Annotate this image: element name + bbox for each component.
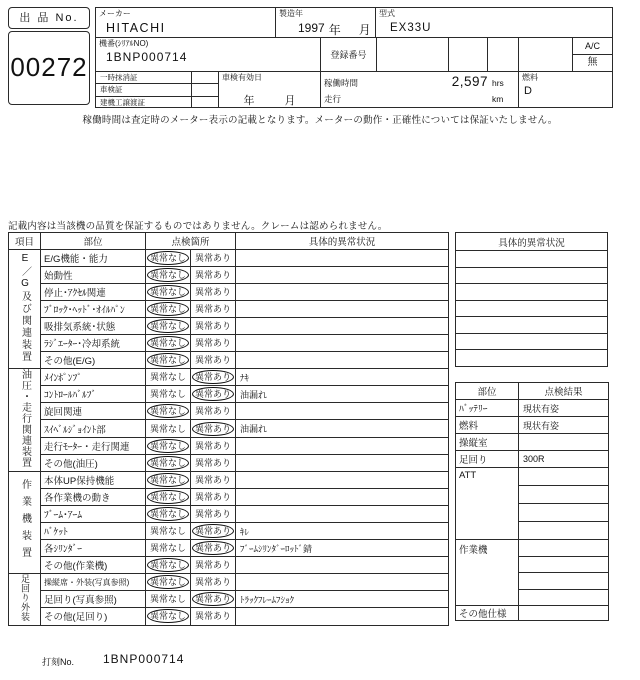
abnormal-none-cell: [146, 454, 191, 471]
remark-cell: [236, 318, 449, 335]
check-result: [519, 540, 609, 557]
mileage-label: 走行: [324, 93, 342, 104]
abnormal-none-cell: [146, 608, 191, 625]
serial-cell: [95, 37, 321, 72]
check-result: 現状有姿: [519, 400, 609, 417]
abnormal-none-option: 異常なし: [147, 558, 189, 572]
registration-no-label: 登録番号: [330, 50, 367, 60]
abnormal-detail-cell: [456, 267, 608, 284]
year-suffix: 年: [328, 23, 341, 37]
abnormal-detail-cell: [456, 251, 608, 268]
abnormal-none-option: 異常なし: [147, 285, 189, 299]
inspection-row: [9, 352, 449, 369]
abnormal-yes-option: 異常あり: [195, 253, 232, 263]
abnormal-none-cell: [146, 267, 191, 284]
check-result: [519, 504, 609, 522]
certificate-label: 建機工譲渡証: [100, 97, 145, 107]
certificate-label: 車検証: [100, 85, 123, 95]
inspection-row: [9, 540, 449, 557]
ac-cell: [572, 37, 613, 72]
col-header-point: 点検箇所: [146, 233, 236, 250]
abnormal-detail-empty-row: [456, 317, 608, 334]
abnormal-none-cell: [146, 557, 191, 574]
abnormal-detail-cell: [456, 317, 608, 334]
abnormal-detail-empty-row: [456, 333, 608, 350]
remark-cell: [236, 250, 449, 267]
abnormal-none-option: 異常なし: [147, 319, 189, 333]
model-value: EX33U: [390, 22, 432, 34]
part-label: ﾊﾞｹｯﾄ: [41, 523, 146, 540]
inspection-header-row: [9, 233, 449, 250]
inspection-row: [9, 318, 449, 335]
certificate-row: [96, 72, 218, 84]
abnormal-yes-option: 異常あり: [195, 611, 232, 622]
abnormal-none-option: 異常なし: [149, 543, 186, 553]
col-header-item: 項目: [9, 233, 41, 250]
group-cell-work-equipment: [9, 472, 41, 574]
abnormal-yes-option: 異常あり: [195, 304, 232, 314]
inspection-row: [9, 574, 449, 591]
remark-cell: ｷﾚ: [236, 523, 449, 540]
abnormal-none-cell: [146, 284, 191, 301]
abnormal-yes-cell: [191, 506, 236, 523]
inspection-row: [9, 472, 449, 489]
abnormal-yes-option: 異常あり: [195, 475, 232, 485]
abnormal-detail-empty-row: [456, 284, 608, 301]
remark-cell: [236, 352, 449, 369]
group-cell-undercarriage: [9, 574, 41, 626]
abnormal-detail-cell: [456, 350, 608, 367]
check-result-row: [456, 400, 609, 417]
remark-cell: [236, 557, 449, 574]
month-suffix: 月: [358, 23, 371, 37]
abnormal-yes-option: 異常あり: [195, 492, 232, 502]
part-label: 走行ﾓｰﾀｰ・走行関連: [41, 437, 146, 454]
part-label: 旋回関連: [41, 403, 146, 420]
part-label: 始動性: [41, 267, 146, 284]
abnormal-none-option: 異常なし: [147, 473, 189, 487]
check-part-work-equipment: 作業機: [456, 540, 519, 606]
col-header-detail: 具体的異常状況: [236, 233, 449, 250]
remark-cell: [236, 335, 449, 352]
part-label: ｽｲﾍﾞﾙｼﾞｮｲﾝﾄ部: [41, 420, 146, 437]
abnormal-yes-cell: [191, 284, 236, 301]
part-label: その他(足回り): [41, 608, 146, 625]
abnormal-none-option: 異常なし: [149, 423, 186, 434]
inspection-row: [9, 489, 449, 506]
abnormal-yes-option: 異常あり: [195, 509, 232, 519]
group-label: 作業機装置: [19, 478, 31, 564]
exhibit-no-label-box: [8, 7, 90, 29]
abnormal-none-option: 異常なし: [147, 490, 189, 504]
certificate-value: [191, 84, 218, 95]
abnormal-yes-cell: [191, 386, 236, 403]
abnormal-yes-cell: [191, 335, 236, 352]
abnormal-detail-empty-row: [456, 350, 608, 367]
maker-label: メーカー: [99, 9, 131, 18]
part-label: 操縦席・外装(写真参照): [41, 574, 146, 591]
abnormal-none-cell: [146, 318, 191, 335]
remark-cell: 油漏れ: [236, 386, 449, 403]
abnormal-none-option: 異常なし: [147, 251, 189, 265]
part-label: その他(油圧): [41, 454, 146, 471]
check-result-part-header: 部位: [456, 383, 519, 400]
part-label: ﾒｲﾝﾎﾟﾝﾌﾟ: [41, 369, 146, 386]
check-result: [519, 468, 609, 486]
part-label: ﾌﾞﾛｯｸ･ﾍｯﾄﾞ･ｵｲﾙﾊﾟﾝ: [41, 301, 146, 318]
meter-disclaimer-note: 稼働時間は査定時のメーター表示の記載となります。メーターの動作・正確性については保証いたしません。: [82, 115, 558, 126]
inspection-row: [9, 420, 449, 437]
abnormal-none-cell: [146, 523, 191, 540]
group-label: 足回り外装: [20, 574, 30, 622]
abnormal-none-cell: [146, 540, 191, 557]
certificate-row: [96, 97, 218, 108]
abnormal-yes-option: 異常あり: [192, 387, 234, 401]
part-label: 停止･ｱｸｾﾙ関連: [41, 284, 146, 301]
abnormal-detail-cell: [456, 333, 608, 350]
model-label: 型式: [379, 9, 395, 18]
remark-cell: [236, 472, 449, 489]
abnormal-detail-header: 具体的異常状況: [456, 233, 608, 251]
abnormal-none-option: 異常なし: [149, 389, 186, 400]
abnormal-yes-cell: [191, 608, 236, 625]
manufacture-year-label: 製造年: [279, 9, 303, 18]
part-label: その他(E/G): [41, 352, 146, 369]
serial-label: 機番(ｼﾘｱﾙNO): [99, 39, 149, 48]
remark-cell: [236, 267, 449, 284]
abnormal-none-cell: [146, 437, 191, 454]
exhibit-no-value-box: [8, 31, 90, 105]
certificate-label: 一時抹消証: [100, 73, 138, 82]
abnormal-yes-option: 異常あり: [192, 422, 234, 436]
part-label: 吸排気系統･状態: [41, 318, 146, 335]
operating-hours-label: 稼働時間: [324, 78, 359, 88]
abnormal-none-option: 異常なし: [147, 575, 189, 589]
abnormal-detail-empty-row: [456, 300, 608, 317]
part-label: ﾗｼﾞｴｰﾀｰ･冷却系統: [41, 335, 146, 352]
abnormal-detail-header-row: [456, 233, 608, 251]
check-result-row: [456, 606, 609, 621]
registration-empty-cell-1: [376, 37, 449, 72]
fuel-value: D: [524, 85, 532, 97]
remark-cell: ﾅｷ: [236, 369, 449, 386]
hours-mileage-cell: [320, 71, 519, 108]
abnormal-none-cell: [146, 352, 191, 369]
remark-cell: [236, 284, 449, 301]
inspection-row: [9, 591, 449, 608]
abnormal-yes-option: 異常あり: [195, 577, 232, 588]
inspection-row: [9, 523, 449, 540]
remark-cell: [236, 437, 449, 454]
remark-cell: [236, 403, 449, 420]
abnormal-yes-option: 異常あり: [192, 524, 234, 538]
abnormal-none-option: 異常なし: [147, 456, 189, 470]
stamp-no-value: 1BNP000714: [103, 652, 185, 666]
abnormal-yes-option: 異常あり: [195, 338, 232, 348]
certificate-value: [191, 97, 218, 108]
shaken-validity-value: [219, 92, 320, 108]
abnormal-yes-option: 異常あり: [195, 406, 232, 417]
part-label: 本体UP保持機能: [41, 472, 146, 489]
abnormal-yes-cell: [191, 437, 236, 454]
registration-no-cell: [320, 37, 377, 72]
abnormal-detail-table: [455, 232, 608, 367]
abnormal-detail-empty-row: [456, 267, 608, 284]
check-part-att: ATT: [456, 468, 519, 540]
shaken-validity-cell: [218, 71, 321, 108]
abnormal-yes-cell: [191, 301, 236, 318]
check-part: 操縦室: [456, 434, 519, 451]
serial-value: 1BNP000714: [106, 50, 188, 64]
stamp-no-label: 打刻No.: [42, 657, 75, 667]
group-cell-hydraulic: [9, 369, 41, 472]
inspection-row: [9, 557, 449, 574]
abnormal-none-option: 異常なし: [147, 439, 189, 453]
check-part: 足回り: [456, 451, 519, 468]
abnormal-yes-cell: [191, 574, 236, 591]
abnormal-none-option: 異常なし: [147, 353, 189, 367]
abnormal-yes-option: 異常あり: [192, 541, 234, 555]
inspection-row: [9, 267, 449, 284]
check-part: 燃料: [456, 417, 519, 434]
abnormal-none-cell: [146, 591, 191, 608]
registration-empty-cell-3: [487, 37, 519, 72]
remark-cell: ﾌﾞｰﾑｼﾘﾝﾀﾞｰﾛｯﾄﾞ錆: [236, 540, 449, 557]
abnormal-none-option: 異常なし: [147, 404, 189, 418]
abnormal-none-option: 異常なし: [149, 594, 186, 605]
shaken-validity-label: 車検有効日: [222, 73, 262, 82]
operating-hours-unit: hrs: [492, 78, 504, 88]
abnormal-none-option: 異常なし: [149, 372, 186, 383]
maker-cell: [95, 7, 276, 38]
abnormal-yes-cell: [191, 472, 236, 489]
check-result-row: [456, 451, 609, 468]
group-label: 油圧・走行関連装置: [19, 369, 31, 468]
inspection-row: [9, 369, 449, 386]
abnormal-none-cell: [146, 489, 191, 506]
abnormal-yes-cell: [191, 318, 236, 335]
inspection-row: [9, 403, 449, 420]
check-result-header-row: [456, 383, 609, 400]
fuel-cell: [518, 71, 613, 108]
check-result-row: [456, 417, 609, 434]
remark-cell: [236, 608, 449, 625]
remark-cell: [236, 489, 449, 506]
abnormal-yes-cell: [191, 369, 236, 386]
abnormal-yes-option: 異常あり: [195, 355, 232, 365]
abnormal-none-option: 異常なし: [149, 526, 186, 536]
abnormal-none-cell: [146, 250, 191, 267]
check-result-row: [456, 434, 609, 451]
operating-hours-row: [321, 72, 518, 91]
check-result: 300R: [519, 451, 609, 468]
inspection-row: [9, 335, 449, 352]
inspection-row: [9, 437, 449, 454]
part-label: E/G機能・能力: [41, 250, 146, 267]
ac-value: 無: [587, 57, 598, 68]
check-result-table: [455, 382, 609, 621]
check-result: [519, 573, 609, 590]
part-label: 足回り(写真参照): [41, 591, 146, 608]
mileage-row: [321, 91, 518, 109]
abnormal-yes-cell: [191, 403, 236, 420]
abnormal-yes-cell: [191, 352, 236, 369]
remark-cell: [236, 506, 449, 523]
remark-cell: [236, 574, 449, 591]
fuel-label: 燃料: [522, 73, 538, 82]
inspection-row: [9, 284, 449, 301]
check-result-row: [456, 540, 609, 557]
remark-cell: [236, 454, 449, 471]
check-result: 現状有姿: [519, 417, 609, 434]
check-result: [519, 522, 609, 540]
abnormal-none-cell: [146, 472, 191, 489]
abnormal-yes-option: 異常あり: [195, 457, 232, 468]
part-label: その他(作業機): [41, 557, 146, 574]
abnormal-yes-option: 異常あり: [192, 370, 234, 384]
abnormal-yes-cell: [191, 540, 236, 557]
inspection-row: [9, 386, 449, 403]
maker-value: HITACHI: [106, 21, 166, 35]
abnormal-none-cell: [146, 386, 191, 403]
group-label: E／G及び関連装置: [19, 252, 31, 363]
inspection-row: [9, 506, 449, 523]
abnormal-none-option: 異常なし: [147, 336, 189, 350]
inspection-row: [9, 454, 449, 471]
shaken-month-suffix: 月: [284, 95, 296, 107]
abnormal-none-option: 異常なし: [147, 302, 189, 316]
abnormal-yes-cell: [191, 523, 236, 540]
remark-cell: 油漏れ: [236, 420, 449, 437]
inspection-table: [8, 232, 449, 626]
abnormal-none-cell: [146, 301, 191, 318]
abnormal-none-cell: [146, 335, 191, 352]
remark-cell: ﾄﾗｯｸﾌﾚｰﾑﾌｼｮｸ: [236, 591, 449, 608]
abnormal-none-cell: [146, 369, 191, 386]
shaken-year-suffix: 年: [243, 95, 255, 107]
part-label: 各作業機の動き: [41, 489, 146, 506]
certificate-row: [96, 84, 218, 96]
part-label: 各ｼﾘﾝﾀﾞｰ: [41, 540, 146, 557]
certificate-value: [191, 72, 218, 83]
abnormal-yes-option: 異常あり: [195, 560, 232, 570]
ac-label: A/C: [573, 38, 612, 55]
exhibit-no-label: 出 品 No.: [19, 12, 79, 24]
part-label: ｺﾝﾄﾛｰﾙﾊﾞﾙﾌﾞ: [41, 386, 146, 403]
inspection-row: [9, 250, 449, 267]
abnormal-detail-cell: [456, 300, 608, 317]
quality-disclaimer-note: 記載内容は当該機の品質を保証するものではありません。クレームは認められません。: [8, 221, 388, 232]
group-cell-engine: [9, 250, 41, 369]
abnormal-yes-option: 異常あり: [195, 321, 232, 331]
part-label: ﾌﾞｰﾑ･ｱｰﾑ: [41, 506, 146, 523]
check-result: [519, 589, 609, 606]
check-result-row: [456, 468, 609, 486]
abnormal-none-option: 異常なし: [147, 609, 189, 623]
exhibit-no-value: 00272: [10, 52, 88, 82]
abnormal-yes-option: 異常あり: [195, 287, 232, 297]
abnormal-none-option: 異常なし: [147, 268, 189, 282]
abnormal-yes-cell: [191, 250, 236, 267]
abnormal-yes-option: 異常あり: [192, 592, 234, 606]
check-result: [519, 486, 609, 504]
mileage-unit: km: [492, 93, 504, 104]
manufacture-year-cell: [275, 7, 376, 38]
registration-empty-cell-4: [518, 37, 573, 72]
check-result: [519, 606, 609, 621]
abnormal-detail-empty-row: [456, 251, 608, 268]
check-result-result-header: 点検結果: [519, 383, 609, 400]
inspection-row: [9, 301, 449, 318]
remark-cell: [236, 301, 449, 318]
inspection-row: [9, 608, 449, 625]
abnormal-none-option: 異常なし: [147, 507, 189, 521]
abnormal-none-cell: [146, 506, 191, 523]
check-result: [519, 556, 609, 573]
col-header-part: 部位: [41, 233, 146, 250]
check-part: その他仕様: [456, 606, 519, 621]
abnormal-yes-option: 異常あり: [195, 440, 232, 451]
abnormal-yes-cell: [191, 420, 236, 437]
check-result: [519, 434, 609, 451]
abnormal-yes-cell: [191, 454, 236, 471]
operating-hours-value: 2,597: [451, 74, 488, 89]
abnormal-none-cell: [146, 420, 191, 437]
abnormal-yes-cell: [191, 489, 236, 506]
registration-empty-cell-2: [448, 37, 488, 72]
abnormal-yes-cell: [191, 591, 236, 608]
abnormal-none-cell: [146, 574, 191, 591]
model-cell: [375, 7, 613, 38]
certificates-box: [95, 71, 219, 108]
abnormal-detail-cell: [456, 284, 608, 301]
abnormal-yes-cell: [191, 557, 236, 574]
manufacture-year-value-row: [276, 19, 375, 38]
abnormal-none-cell: [146, 403, 191, 420]
check-part: ﾊﾞｯﾃﾘｰ: [456, 400, 519, 417]
abnormal-yes-cell: [191, 267, 236, 284]
abnormal-yes-option: 異常あり: [195, 270, 232, 280]
manufacture-year-value: 1997: [298, 21, 325, 35]
